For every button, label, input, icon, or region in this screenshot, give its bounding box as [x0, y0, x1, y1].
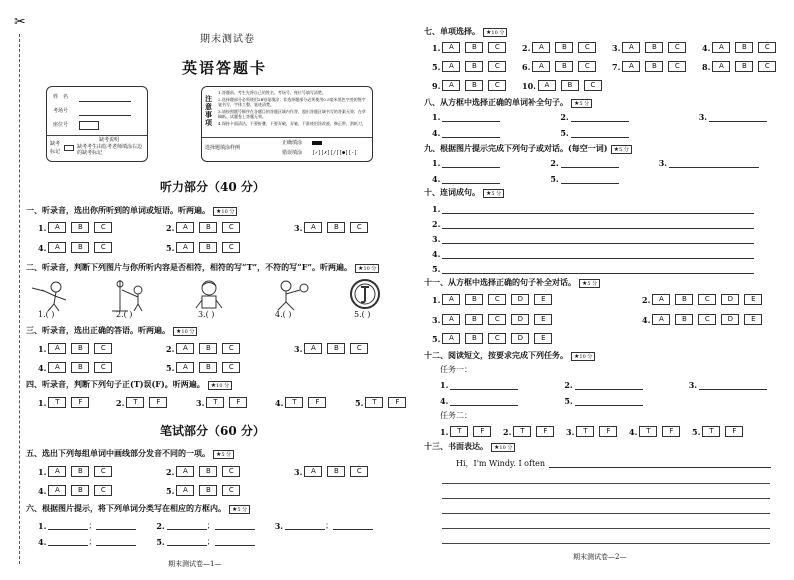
- essay-line[interactable]: [549, 459, 771, 468]
- scissors-icon: ✂: [14, 14, 26, 30]
- q2-picture-3: [192, 278, 228, 312]
- choice-box[interactable]: C: [222, 485, 240, 496]
- blank[interactable]: [571, 129, 629, 138]
- choice-box[interactable]: D: [721, 314, 739, 325]
- answer-line[interactable]: [442, 265, 754, 274]
- choice-box[interactable]: A: [176, 362, 194, 373]
- choice-box[interactable]: C: [488, 80, 506, 91]
- choice-box[interactable]: F: [725, 426, 743, 437]
- choice-box[interactable]: C: [698, 314, 716, 325]
- choice-box[interactable]: A: [48, 242, 66, 253]
- choice-box[interactable]: C: [350, 343, 368, 354]
- fill-sample-label: 选择题填涂样例: [205, 145, 241, 151]
- essay-first-line: [456, 458, 771, 469]
- choice-box[interactable]: E: [534, 294, 552, 305]
- choice-box[interactable]: B: [675, 294, 693, 305]
- essay-start: Hi，I'm Windy. I often: [456, 459, 546, 468]
- choice-box[interactable]: A: [442, 333, 460, 344]
- score-badge: ★5 分: [483, 189, 504, 198]
- score-badge: ★10 分: [491, 443, 515, 452]
- exam-title-left: 期末测试卷: [200, 34, 255, 45]
- choice-box[interactable]: A: [442, 314, 460, 325]
- q6-row2: 4. ； 5. ；: [38, 536, 255, 547]
- choice-box[interactable]: C: [222, 222, 240, 233]
- q12-title: 十二、阅读短文，按要求完成下列任务。 ★10 分: [424, 350, 595, 361]
- room-label: 考场号: [53, 108, 69, 114]
- choice-box[interactable]: A: [622, 42, 640, 53]
- choice-box[interactable]: E: [534, 333, 552, 344]
- choice-box[interactable]: B: [645, 61, 663, 72]
- blank[interactable]: [575, 381, 643, 390]
- choice-box[interactable]: C: [350, 222, 368, 233]
- blank[interactable]: [561, 159, 619, 168]
- q2-picture-1: [30, 278, 75, 312]
- q1-row2: 4. A B C 5. A B C: [38, 242, 245, 253]
- choice-box[interactable]: D: [511, 294, 529, 305]
- q10-line-3: 3.: [432, 234, 754, 244]
- choice-box[interactable]: B: [71, 362, 89, 373]
- seat-label: 座位号: [53, 122, 69, 128]
- q5-row2: 4. A B C 5. A B C: [38, 485, 245, 496]
- blank[interactable]: [442, 175, 500, 184]
- answer-line[interactable]: [442, 205, 754, 214]
- answer-paren[interactable]: 1.( ): [38, 310, 55, 319]
- choice-box[interactable]: D: [721, 294, 739, 305]
- blank[interactable]: [285, 521, 325, 530]
- essay-line[interactable]: [442, 528, 770, 529]
- q10-line-1: 1.: [432, 204, 754, 214]
- q7-row1: 1. A B C 2. A B C 3. A B C 4. A B C: [432, 42, 792, 53]
- choice-box[interactable]: A: [532, 42, 550, 53]
- q11-row3: 5. A B C D E: [432, 333, 557, 344]
- q2-picture-5: [349, 278, 381, 310]
- choice-box[interactable]: B: [555, 61, 573, 72]
- correct-label: 正确填涂: [282, 140, 303, 146]
- choice-box[interactable]: A: [176, 485, 194, 496]
- choice-box[interactable]: F: [388, 397, 406, 408]
- blank[interactable]: [450, 381, 518, 390]
- answer-paren[interactable]: 2.( ): [116, 310, 133, 319]
- notice-item-4: 4.保持卡面清洁，不要折叠、不要弄破、弄皱，不准使用涂改液、修正带、刮纸刀。: [218, 121, 366, 126]
- footer-right: 期末测试卷—2—: [573, 553, 627, 561]
- choice-box[interactable]: C: [488, 294, 506, 305]
- q5-title: 五、选出下列每组单词中画线部分发音不同的一项。 ★5 分: [26, 448, 234, 459]
- absent-note: 缺考考生由监考老师填涂右边的缺考标记: [77, 144, 143, 156]
- choice-box[interactable]: B: [327, 343, 345, 354]
- choice-box[interactable]: A: [48, 362, 66, 373]
- name-label: 姓 名: [53, 94, 69, 100]
- choice-box[interactable]: A: [712, 61, 730, 72]
- score-badge: ★5 分: [611, 145, 632, 154]
- choice-box[interactable]: C: [488, 314, 506, 325]
- choice-box[interactable]: F: [473, 426, 491, 437]
- q6-title: 六、根据图片提示，将下列单词分类写在相应的方框内。 ★5 分: [26, 503, 250, 514]
- q7-row3: 9. A B C 10. A B C: [432, 80, 607, 91]
- q2-picture-4: [268, 278, 312, 312]
- blank[interactable]: [96, 537, 136, 546]
- choice-box[interactable]: C: [94, 343, 112, 354]
- score-badge: ★5 分: [579, 279, 600, 288]
- choice-box[interactable]: B: [71, 485, 89, 496]
- choice-box[interactable]: T: [450, 426, 468, 437]
- blank[interactable]: [48, 537, 88, 546]
- answer-line[interactable]: [442, 235, 754, 244]
- choice-box[interactable]: T: [702, 426, 720, 437]
- choice-box[interactable]: C: [222, 343, 240, 354]
- blank[interactable]: [442, 159, 500, 168]
- choice-box[interactable]: B: [71, 222, 89, 233]
- choice-box[interactable]: F: [229, 397, 247, 408]
- choice-box[interactable]: B: [465, 61, 483, 72]
- blank[interactable]: [669, 159, 759, 168]
- essay-line[interactable]: [442, 483, 770, 484]
- blank[interactable]: [333, 521, 373, 530]
- choice-box[interactable]: D: [511, 314, 529, 325]
- choice-box[interactable]: C: [350, 466, 368, 477]
- blank[interactable]: [575, 397, 643, 406]
- choice-box[interactable]: D: [511, 333, 529, 344]
- q11-row1: 1. A B C D E 2. A B C D E: [432, 294, 767, 305]
- notice-item-1: 1.答题前，考生先将自己的姓名、考场号、座位号填写清楚。: [218, 90, 326, 95]
- choice-box[interactable]: T: [513, 426, 531, 437]
- blank[interactable]: [167, 521, 207, 530]
- q2-title: 二、听录音，判断下列图片与你所听内容是否相符，相符的写“T”，不符的写“F”。听两遍。 ★10 分: [26, 262, 379, 273]
- score-badge: ★5 分: [229, 505, 250, 514]
- choice-box[interactable]: F: [71, 397, 89, 408]
- choice-box[interactable]: A: [622, 61, 640, 72]
- choice-box[interactable]: T: [48, 397, 66, 408]
- wrong-samples: [✓][✗][/][●][-]: [312, 150, 358, 156]
- score-badge: ★10 分: [571, 352, 595, 361]
- choice-box[interactable]: T: [285, 397, 303, 408]
- info-box: [46, 86, 148, 162]
- q2-picture-2: [108, 278, 152, 312]
- absent-note-title: 缺考说明: [99, 137, 120, 143]
- absent-box[interactable]: [64, 145, 74, 151]
- choice-box[interactable]: B: [561, 80, 579, 91]
- choice-box[interactable]: A: [304, 466, 322, 477]
- choice-box[interactable]: E: [534, 314, 552, 325]
- choice-box[interactable]: A: [442, 80, 460, 91]
- choice-box[interactable]: C: [94, 466, 112, 477]
- choice-box[interactable]: F: [599, 426, 617, 437]
- choice-box[interactable]: B: [327, 466, 345, 477]
- choice-box[interactable]: F: [308, 397, 326, 408]
- blank[interactable]: [96, 521, 136, 530]
- choice-box[interactable]: B: [675, 314, 693, 325]
- q12-task1-row1: 1. 2. 3.: [440, 380, 767, 390]
- choice-box[interactable]: B: [199, 466, 217, 477]
- choice-box[interactable]: C: [668, 42, 686, 53]
- choice-box[interactable]: B: [465, 314, 483, 325]
- q4-title: 四、听录音，判断下列句子正(T)误(F)。听两遍。 ★10 分: [26, 379, 232, 390]
- choice-box[interactable]: B: [555, 42, 573, 53]
- answer-paren[interactable]: 3.( ): [198, 310, 215, 319]
- q2-answers: [38, 310, 370, 319]
- blank[interactable]: [48, 521, 88, 530]
- choice-box[interactable]: A: [176, 466, 194, 477]
- choice-box[interactable]: C: [584, 80, 602, 91]
- choice-box[interactable]: A: [48, 466, 66, 477]
- q3-title: 三、听录音，选出正确的答语。听两遍。 ★10 分: [26, 325, 197, 336]
- notice-heading: 注意事项: [205, 94, 212, 127]
- absent-label: 缺考: [50, 141, 61, 147]
- score-badge: ★5 分: [213, 450, 234, 459]
- essay-line[interactable]: [442, 498, 770, 499]
- choice-box[interactable]: B: [199, 222, 217, 233]
- choice-box[interactable]: T: [126, 397, 144, 408]
- choice-box[interactable]: A: [652, 314, 670, 325]
- q3-row2: 4. A B C 5. A B C: [38, 362, 245, 373]
- q1-row1: 1. A B C 2. A B C 3. A B C: [38, 222, 373, 233]
- choice-box[interactable]: C: [488, 333, 506, 344]
- choice-box[interactable]: C: [668, 61, 686, 72]
- absent-mark: 标记: [50, 149, 61, 155]
- choice-box[interactable]: B: [465, 42, 483, 53]
- choice-box[interactable]: B: [465, 80, 483, 91]
- choice-box[interactable]: C: [758, 42, 776, 53]
- choice-box[interactable]: A: [304, 222, 322, 233]
- q11-row2: 3. A B C D E 4. A B C D E: [432, 314, 767, 325]
- choice-box[interactable]: A: [652, 294, 670, 305]
- score-badge: ★10 分: [208, 381, 232, 390]
- choice-box[interactable]: A: [48, 343, 66, 354]
- choice-box[interactable]: B: [465, 333, 483, 344]
- choice-box[interactable]: C: [222, 242, 240, 253]
- blank[interactable]: [709, 113, 767, 122]
- choice-box[interactable]: B: [71, 242, 89, 253]
- choice-box[interactable]: C: [222, 362, 240, 373]
- blank[interactable]: [442, 113, 500, 122]
- choice-box[interactable]: C: [488, 42, 506, 53]
- blank[interactable]: [215, 521, 255, 530]
- choice-box[interactable]: B: [645, 42, 663, 53]
- choice-box[interactable]: B: [199, 242, 217, 253]
- choice-box[interactable]: C: [698, 294, 716, 305]
- score-badge: ★10 分: [483, 28, 507, 37]
- name-field[interactable]: [79, 93, 131, 102]
- q7-row2: 5. A B C 6. A B C 7. A B C 8. A B C: [432, 61, 792, 72]
- score-badge: ★5 分: [571, 99, 592, 108]
- score-badge: ★10 分: [355, 264, 379, 273]
- q10-line-4: 4.: [432, 249, 754, 259]
- answer-paren[interactable]: 5.( ): [354, 310, 371, 319]
- choice-box[interactable]: A: [176, 242, 194, 253]
- choice-box[interactable]: B: [199, 362, 217, 373]
- essay-line[interactable]: [442, 513, 770, 514]
- q1-title: 一、听录音，选出你所听到的单词或短语。听两遍。 ★10 分: [26, 205, 237, 216]
- q12-task1-row2: 4. 5.: [440, 396, 643, 406]
- q10-line-5: 5.: [432, 264, 754, 274]
- blank[interactable]: [215, 537, 255, 546]
- q6-row1: 1. ； 2. ； 3. ；: [38, 520, 373, 531]
- choice-box[interactable]: C: [758, 61, 776, 72]
- choice-box[interactable]: C: [94, 485, 112, 496]
- choice-box[interactable]: C: [94, 362, 112, 373]
- choice-box[interactable]: A: [48, 485, 66, 496]
- q8-row1: 1. 2. 3.: [432, 112, 767, 122]
- q4-row: 1. T F 2. T F 3. T F 4. T F 5. T F: [38, 397, 411, 408]
- choice-box[interactable]: F: [536, 426, 554, 437]
- notice-box: [201, 86, 373, 162]
- notice-item-3: 3.请按照题号顺序在各题目的答题区域内作答，超出答题区域书写的答案无效；在草稿纸、试题卷上答题无效。: [218, 109, 366, 119]
- choice-box[interactable]: B: [199, 343, 217, 354]
- q9-title: 九、根据图片提示完成下列句子或对话。(每空一词) ★5 分: [424, 143, 632, 154]
- choice-box[interactable]: C: [222, 466, 240, 477]
- q11-title: 十一、从方框中选择正确的句子补全对话。 ★5 分: [424, 277, 600, 288]
- footer-left: 期末测试卷—1—: [168, 560, 222, 568]
- q10-line-2: 2.: [432, 219, 754, 229]
- writing-title: 笔试部分（60 分）: [160, 424, 265, 438]
- choice-box[interactable]: A: [176, 222, 194, 233]
- choice-box[interactable]: A: [48, 222, 66, 233]
- choice-box[interactable]: F: [662, 426, 680, 437]
- essay-line[interactable]: [442, 543, 770, 544]
- choice-box[interactable]: C: [578, 42, 596, 53]
- choice-box[interactable]: A: [442, 61, 460, 72]
- blank[interactable]: [167, 537, 207, 546]
- blank[interactable]: [450, 397, 518, 406]
- score-badge: ★10 分: [173, 327, 197, 336]
- choice-box[interactable]: T: [639, 426, 657, 437]
- answer-line[interactable]: [442, 220, 754, 229]
- choice-box[interactable]: C: [94, 242, 112, 253]
- choice-box[interactable]: B: [71, 343, 89, 354]
- blank[interactable]: [571, 113, 629, 122]
- card-title: 英语答题卡: [182, 59, 268, 77]
- room-field[interactable]: [79, 107, 131, 116]
- notice-item-2: 2.选择题部分必须使用2B铅笔填涂；非选择题部分必须使用0.5毫米黑色字迹的签字笔书写，字体工整、笔迹清楚。: [218, 97, 366, 107]
- q8-row2: 4. 5.: [432, 128, 629, 138]
- choice-box[interactable]: B: [71, 466, 89, 477]
- choice-box[interactable]: B: [327, 222, 345, 233]
- choice-box[interactable]: B: [199, 485, 217, 496]
- q5-row1: 1. A B C 2. A B C 3. A B C: [38, 466, 373, 477]
- choice-box[interactable]: B: [735, 61, 753, 72]
- q10-title: 十、连词成句。 ★5 分: [424, 187, 504, 198]
- q3-row1: 1. A B C 2. A B C 3. A B C: [38, 343, 373, 354]
- q12-task2-row: 1. T F 2. T F 3. T F 4. T F 5. T F: [440, 426, 748, 437]
- q9-row1: 1. 2. 3.: [432, 158, 759, 168]
- choice-box[interactable]: E: [744, 314, 762, 325]
- listening-title: 听力部分（40 分）: [160, 180, 265, 194]
- choice-box[interactable]: F: [149, 397, 167, 408]
- choice-box[interactable]: B: [465, 294, 483, 305]
- blank[interactable]: [442, 129, 500, 138]
- choice-box[interactable]: A: [304, 343, 322, 354]
- blank[interactable]: [699, 381, 767, 390]
- answer-line[interactable]: [442, 250, 754, 259]
- choice-box[interactable]: T: [576, 426, 594, 437]
- choice-box[interactable]: B: [735, 42, 753, 53]
- choice-box[interactable]: C: [94, 222, 112, 233]
- seat-box[interactable]: [79, 121, 99, 130]
- choice-box[interactable]: A: [442, 42, 460, 53]
- task1-label: 任务一：: [440, 365, 472, 374]
- choice-box[interactable]: A: [442, 294, 460, 305]
- blank[interactable]: [561, 175, 619, 184]
- correct-sample: [312, 141, 322, 145]
- q8-title: 八、从方框中选择正确的单词补全句子。 ★5 分: [424, 97, 592, 108]
- score-badge: ★10 分: [213, 207, 237, 216]
- choice-box[interactable]: A: [176, 343, 194, 354]
- cut-line: [19, 34, 20, 564]
- choice-box[interactable]: E: [744, 294, 762, 305]
- choice-box[interactable]: C: [578, 61, 596, 72]
- choice-box[interactable]: A: [712, 42, 730, 53]
- task2-label: 任务二：: [440, 411, 472, 420]
- wrong-label: 错误填涂: [282, 150, 303, 156]
- choice-box[interactable]: C: [488, 61, 506, 72]
- q13-title: 十三、书面表达。 ★10 分: [424, 441, 515, 452]
- answer-paren[interactable]: 4.( ): [275, 310, 292, 319]
- q9-row2: 4. 5.: [432, 174, 619, 184]
- choice-box[interactable]: T: [365, 397, 383, 408]
- choice-box[interactable]: A: [538, 80, 556, 91]
- q7-title: 七、单项选择。 ★10 分: [424, 26, 507, 37]
- choice-box[interactable]: A: [532, 61, 550, 72]
- choice-box[interactable]: T: [206, 397, 224, 408]
